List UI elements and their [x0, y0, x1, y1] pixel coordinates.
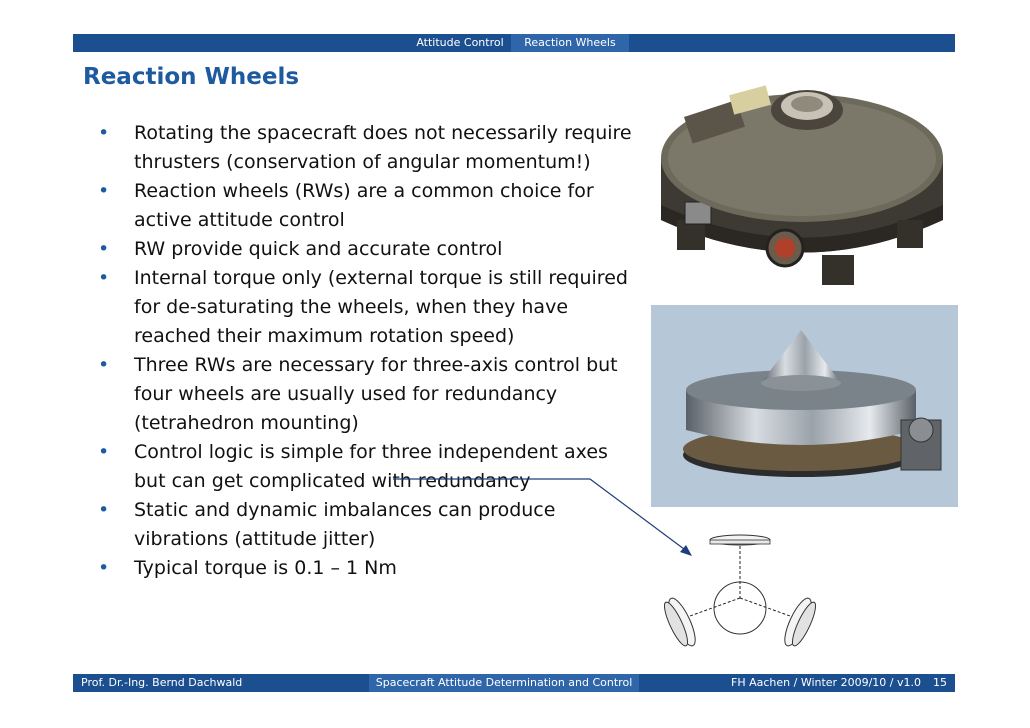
bullet-icon: • [98, 557, 110, 579]
bullet-text: Static and dynamic imbalances can produce vibrations (attitude jitter) [134, 499, 556, 550]
bullet-text: Three RWs are necessary for three-axis control but four wheels are usually used for redundancy (tetrahedron mounting) [134, 354, 618, 434]
bullet-icon: • [98, 441, 110, 463]
bullet-text: Internal torque only (external torque is still required for de-saturating the wheels, when they have reached their maximum rotation speed) [134, 267, 628, 347]
tetrahedron-mounting-diagram [660, 530, 820, 660]
bullet-icon: • [98, 180, 110, 202]
footer-course: Spacecraft Attitude Determination and Control [369, 674, 639, 692]
bullet-text: RW provide quick and accurate control [134, 238, 503, 260]
bullet-text: Control logic is simple for three independent axes but can get complicated with redundancy [134, 441, 608, 492]
bullet-icon: • [98, 122, 110, 144]
footer-institution: FH Aachen / Winter 2009/10 / v1.0 [731, 676, 921, 689]
footer-author: Prof. Dr.-Ing. Bernd Dachwald [81, 676, 243, 689]
bullet-icon: • [98, 354, 110, 376]
bullet-icon: • [98, 499, 110, 521]
header-section: Attitude Control [416, 36, 504, 49]
footer-bar [73, 674, 955, 692]
bullet-icon: • [98, 267, 110, 289]
bullet-text: Reaction wheels (RWs) are a common choice for active attitude control [134, 180, 594, 231]
bullet-icon: • [98, 238, 110, 260]
bullet-text: Rotating the spacecraft does not necessarily require thrusters (conservation of angular momentum!) [134, 122, 632, 173]
header-topic: Reaction Wheels [511, 34, 629, 52]
slide-title: Reaction Wheels [83, 64, 300, 90]
page-number: 15 [933, 676, 947, 689]
bullet-text: Typical torque is 0.1 – 1 Nm [134, 557, 397, 579]
